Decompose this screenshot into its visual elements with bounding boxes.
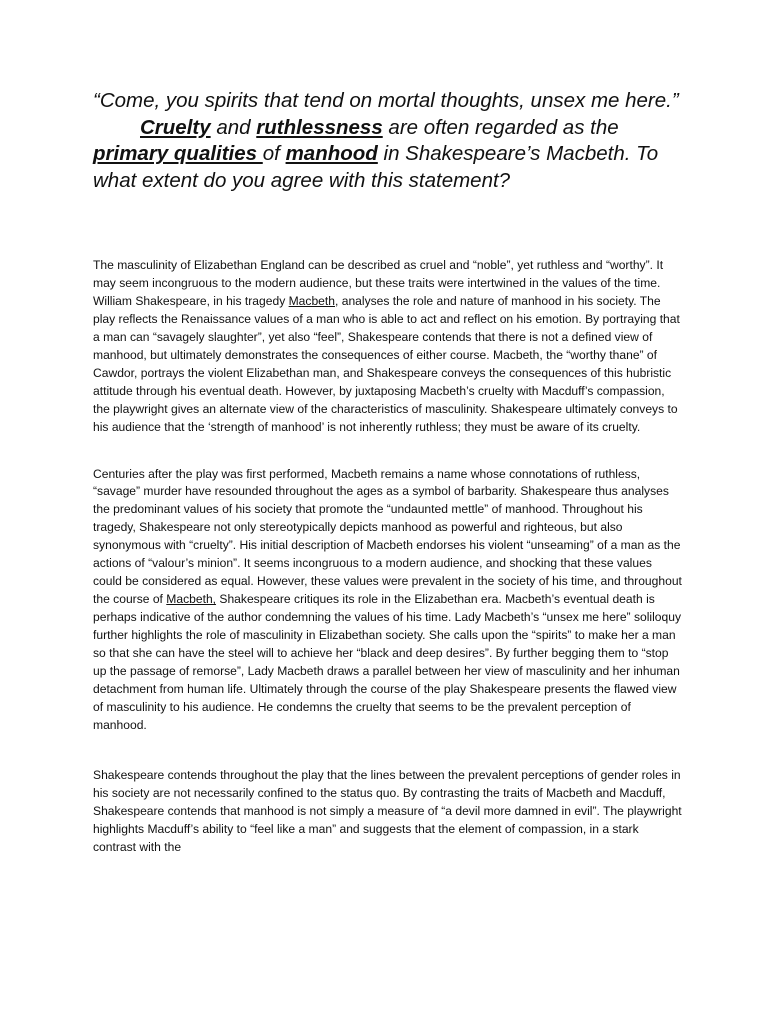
play-title: Macbeth [288,293,335,308]
keyword-manhood: manhood [285,142,378,165]
paragraph-body-2: Shakespeare contends throughout the play that the lines between the prevalent perceptions of gender roles in his society are not necessarily confined to the status quo. By contrasting the traits of Macbeth and Macduff, Shakespeare contends that manhood is not simply a measure of “a devil more damned in evil”. The playwright highlights Macduff’s ability to “feel like a man” and suggests that the element of compassion, in a stark contrast with the [93,767,682,854]
essay-body [93,257,683,857]
keyword-ruthlessness: ruthlessness [256,115,383,139]
play-title: Macbeth, [166,592,217,607]
paragraph-body-1 [93,466,683,735]
paragraph-text: Shakespeare critiques its role in the Elizabethan era. Macbeth’s eventual death is perhaps indicative of the author condemning the values of his time. Lady Macbeth’s “unsex me here” soliloquy further highlights the role of masculinity in Elizabethan society. She calls upon the “spirits” to make her a man so that she can have the steel will to achieve her “black and deep desires”. By further begging them to “stop up the passage of remorse”, Lady Macbeth draws a parallel between her view of masculinity and her inhuman detachment from human life. Ultimately through the course of the play Shakespeare presents the flawed view of masculinity to his audience. He condemns the cruelty that seems to be the prevalent perception of manhood. [93,592,681,732]
paragraph-text: The masculinity of Elizabethan England can be described as cruel and “noble”, yet ruthless and “worthy”. It may seem incongruous to the modern audience, but these traits were intertwined in the values of the time. William Shakespeare, in his tragedy [93,258,664,308]
keyword-cruelty: Cruelty [140,115,211,139]
essay-heading [93,88,693,194]
epigraph-quote: “Come, you spirits that tend on mortal thoughts, unsex me here.” [93,89,679,112]
question-text: in Shakespeare’s Macbeth. To what extent do you agree with this statement? [93,142,659,192]
paragraph-text: Centuries after the play was first performed, Macbeth remains a name whose connotations of ruthless, “savage” murder have resounded throughout the ages as a symbol of barbarity. Shakespeare thus analyses the predominant values of his society that promote the “undaunted mettle” of manhood. Throughout his tragedy, Shakespeare not only stereotypically depicts manhood as powerful and righteous, but also synonymous with “cruelty”. His initial description of Macbeth endorses his violent “unseaming” of a man as the actions of “valour’s minion”. It seems incongruous to a modern audience, and shocking that these values could be considered as equal. However, these values were prevalent in the society of his time, and throughout the course of [93,466,682,607]
question-text: are often regarded as the [382,115,619,139]
question-text: and [210,115,257,139]
keyword-primary-qualities: primary qualities [93,142,263,165]
question-text: of [262,142,286,165]
paragraph-text: , analyses the role and nature of manhood in his society. The play reflects the Renaissance values of a man who is able to act and reflect on his emotion. By portraying that a man can “savagely slaughter”, yet also “feel”, Shakespeare contends that there is not a defined view of manhood, but ultimately demonstrates the consequences of either course. Macbeth, the “worthy thane” of Cawdor, portrays the violent Elizabethan man, and Shakespeare conveys the consequences of this hubristic attitude through his eventual death. However, by juxtaposing Macbeth’s cruelty with Macduff’s compassion, the playwright gives an alternate view of the characteristics of masculinity. Shakespeare ultimately conveys to his audience that the ‘strength of manhood’ is not inherently ruthless; they must be aware of its cruelty. [93,293,680,434]
paragraph-introduction [93,257,683,437]
essay-question [93,115,693,195]
